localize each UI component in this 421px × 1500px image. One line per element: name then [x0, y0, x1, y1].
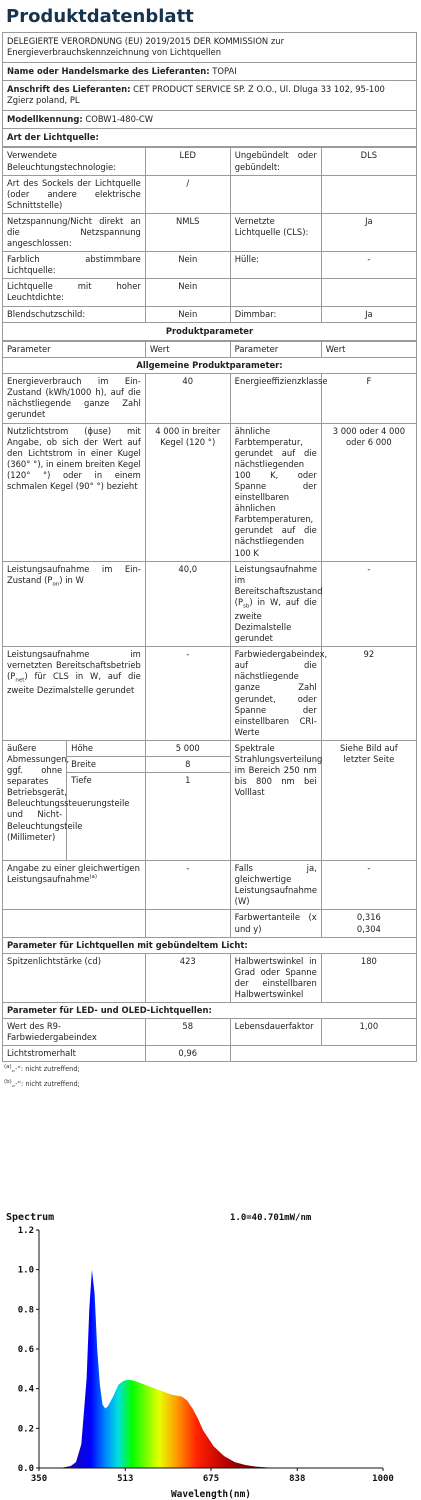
cri-value: 92	[321, 647, 416, 741]
supplier-name-label: Name oder Handelsmarke des Lieferanten:	[7, 65, 210, 76]
type-row	[3, 252, 417, 279]
y-tick-label: 0.2	[17, 1424, 34, 1435]
type-cell-v1: Nein	[145, 252, 230, 279]
x-tick-label: 513	[117, 1474, 134, 1484]
pnet-value: -	[145, 647, 230, 741]
spectrum-area	[39, 1270, 277, 1468]
peak-value: 423	[145, 953, 230, 1002]
width-label: Breite	[67, 756, 146, 772]
life-value: 1,00	[321, 1019, 416, 1046]
chroma-spacer	[3, 910, 146, 937]
peak-label: Spitzenlichtstärke (cd)	[3, 953, 146, 1002]
pnet-label: Leistungsaufnahme im vernetzten Bereitschaftsbetrieb $(P_{net})$ für CLS in W, auf die zweite Dezimalstelle gerundet	[3, 647, 146, 741]
model-label: Modellkennung:	[7, 113, 83, 124]
type-cell-v2: Ja	[321, 306, 416, 322]
col-value-2: Wert	[321, 341, 416, 357]
pon-label: Leistungsaufnahme im Ein-Zustand $(P_{on})$ in W	[3, 561, 146, 646]
spectrum-chart	[4, 1208, 417, 1500]
cct-value: 3 000 oder 4 000 oder 6 000	[321, 423, 416, 561]
spd-label: Spektrale Strahlungsverteilung im Bereich 250 nm bis 800 nm bei Volllast	[230, 740, 321, 860]
footnote-a: $^{(a)}$„-“: nicht zutreffend;	[4, 1064, 80, 1074]
type-cell-l2	[230, 175, 321, 213]
x-tick-label: 838	[289, 1474, 306, 1484]
ifyes-label: Falls ja, gleichwertige Leistungsaufnahme (W)	[230, 861, 321, 910]
type-cell-l1: Verwendete Beleuchtungstechnologie:	[3, 148, 146, 175]
maint-value: 0,96	[145, 1046, 230, 1062]
model-id: COBW1-480-CW	[85, 113, 154, 124]
type-cell-v2: Ja	[321, 213, 416, 251]
ifyes-value: -	[321, 861, 416, 910]
psb-value: -	[321, 561, 416, 646]
chart-title: Spectrum	[6, 1212, 55, 1223]
footnote-b: $^{(b)}$„-“: nicht zutreffend;	[4, 1078, 80, 1088]
type-cell-l2: Dimmbar:	[230, 306, 321, 322]
beam-value: 180	[321, 953, 416, 1002]
type-row	[3, 213, 417, 251]
beam-label: Halbwertswinkel in Grad oder Spanne der einstellbaren Halbwertswinkel	[230, 953, 321, 1002]
y-tick-label: 1.0	[17, 1265, 34, 1276]
x-tick-label: 1000	[372, 1474, 394, 1484]
height-value: 5 000	[145, 740, 230, 756]
energy-value: 40	[145, 374, 230, 423]
pon-value: 40,0	[145, 561, 230, 646]
life-label: Lebensdauerfaktor	[230, 1019, 321, 1046]
maint-label: Lichtstromerhalt	[3, 1046, 146, 1062]
params-table	[2, 341, 417, 1063]
cct-label: ähnliche Farbtemperatur, gerundet auf die nächstliegenden 100 K, oder Spanne der einstellbaren ähnlichen Farbtemperaturen, gerundet auf die nächstliegenden 100 K	[230, 423, 321, 561]
equiv-label: Angabe zu einer gleichwertigen Leistungsaufnahme$^{(a)}$	[3, 861, 146, 910]
type-cell-l1: Farblich abstimmbare Lichtquelle:	[3, 252, 146, 279]
col-param-2: Parameter	[230, 341, 321, 357]
y-tick-label: 0.0	[17, 1464, 34, 1474]
supplier-name-row	[2, 63, 417, 81]
y-tick-label: 1.2	[17, 1226, 34, 1236]
y-tick-label: 0.8	[17, 1305, 34, 1316]
r9-value: 58	[145, 1019, 230, 1046]
height-label: Höhe	[67, 740, 146, 756]
supplier-address: CET PRODUCT SERVICE SP. Z O.O., Ul. Dluga 33 102, 95-100 Zgierz poland, PL	[7, 84, 385, 106]
x-tick-label: 675	[202, 1474, 220, 1484]
flux-label: Nutzlichtstrom (ɸuse) mit Angabe, ob sich der Wert auf den Lichtstrom in einer Kugel (360° °), in einem breiten Kegel (120° °) oder in einem schmalen Kegel (90° °) bezieht	[3, 423, 146, 561]
params-header-row	[3, 341, 417, 357]
type-cell-l2: Ungebündelt oder gebündelt:	[230, 148, 321, 175]
light-source-type-heading: Art der Lichtquelle:	[2, 129, 417, 147]
footnotes	[2, 1062, 417, 1090]
type-cell-l1: Lichtquelle mit hoher Leuchtdichte:	[3, 279, 146, 306]
type-cell-v2	[321, 175, 416, 213]
type-cell-l1: Netzspannung/Nicht direkt an die Netzspannung angeschlossen:	[3, 213, 146, 251]
spd-value: Siehe Bild auf letzter Seite	[321, 740, 416, 860]
regulation-text: DELEGIERTE VERORDNUNG (EU) 2019/2015 DER KOMMISSION zur Energieverbrauchskennzeichnung von Lichtquellen	[2, 32, 417, 63]
directional-heading: Parameter für Lichtquellen mit gebündeltem Licht:	[3, 937, 417, 953]
type-row	[3, 306, 417, 322]
type-row	[3, 148, 417, 175]
supplier-address-label: Anschrift des Lieferanten:	[7, 84, 131, 95]
type-table	[2, 147, 417, 322]
dims-label: äußere Abmessungen, ggf. ohne separates Betriebsgerät, Beleuchtungssteuerungsteile und Nicht-Beleuchtungsteile (Millimeter)	[3, 740, 67, 860]
type-cell-v1: Nein	[145, 279, 230, 306]
model-row	[2, 111, 417, 129]
y-tick-label: 0.6	[17, 1345, 34, 1355]
type-cell-v2: DLS	[321, 148, 416, 175]
chart-annotation: 1.0=40.701mW/nm	[230, 1213, 312, 1223]
type-cell-l1: Blendschutzschild:	[3, 306, 146, 322]
depth-value: 1	[145, 773, 230, 861]
equiv-value: -	[145, 861, 230, 910]
product-datasheet	[2, 2, 417, 1091]
x-axis-label: Wavelength(nm)	[170, 1489, 252, 1500]
energy-label: Energieverbrauch im Ein-Zustand (kWh/1000 h), auf die nächstliegende ganze Zahl gerundet	[3, 374, 146, 423]
type-row	[3, 279, 417, 306]
depth-label: Tiefe	[67, 773, 146, 861]
col-param-1: Parameter	[3, 341, 146, 357]
led-heading: Parameter für LED- und OLED-Lichtquellen:	[3, 1003, 417, 1019]
type-cell-l2	[230, 279, 321, 306]
type-cell-l2: Hülle:	[230, 252, 321, 279]
supplier-address-row	[2, 81, 417, 111]
chroma-spacer-2	[145, 910, 230, 937]
supplier-name: TOPAI	[212, 65, 237, 76]
type-cell-l2: Vernetzte Lichtquelle (CLS):	[230, 213, 321, 251]
maint-spacer	[230, 1046, 416, 1062]
type-cell-v1: LED	[145, 148, 230, 175]
flux-value: 4 000 in breiter Kegel (120 °)	[145, 423, 230, 561]
psb-label: Leistungsaufnahme im Bereitschaftszustand $(P_{sb})$ in W, auf die zweite Dezimalstelle gerundet	[230, 561, 321, 646]
eeclass-label: Energieeffizienzklasse	[230, 374, 321, 423]
product-params-heading: Produktparameter	[2, 323, 417, 341]
y-tick-label: 0.4	[17, 1384, 34, 1395]
eeclass-value: F	[321, 374, 416, 423]
x-tick-label: 350	[30, 1474, 48, 1484]
chroma-label: Farbwertanteile (x und y)	[230, 910, 321, 937]
cri-label: Farbwiedergabeindex, auf die nächstliegende ganze Zahl gerundet, oder Spanne der einstellbaren CRI-Werte	[230, 647, 321, 741]
col-value-1: Wert	[145, 341, 230, 357]
page-title: Produktdatenblatt	[6, 6, 194, 27]
type-cell-v2: -	[321, 252, 416, 279]
type-cell-v2	[321, 279, 416, 306]
type-cell-l1: Art des Sockels der Lichtquelle (oder andere elektrische Schnittstelle)	[3, 175, 146, 213]
type-row	[3, 175, 417, 213]
type-cell-v1: Nein	[145, 306, 230, 322]
type-cell-v1: NMLS	[145, 213, 230, 251]
width-value: 8	[145, 756, 230, 772]
general-heading: Allgemeine Produktparameter:	[3, 358, 417, 374]
r9-label: Wert des R9-Farbwiedergabeindex	[3, 1019, 146, 1046]
type-cell-v1: /	[145, 175, 230, 213]
chroma-value: 0,316 0,304	[321, 910, 416, 937]
